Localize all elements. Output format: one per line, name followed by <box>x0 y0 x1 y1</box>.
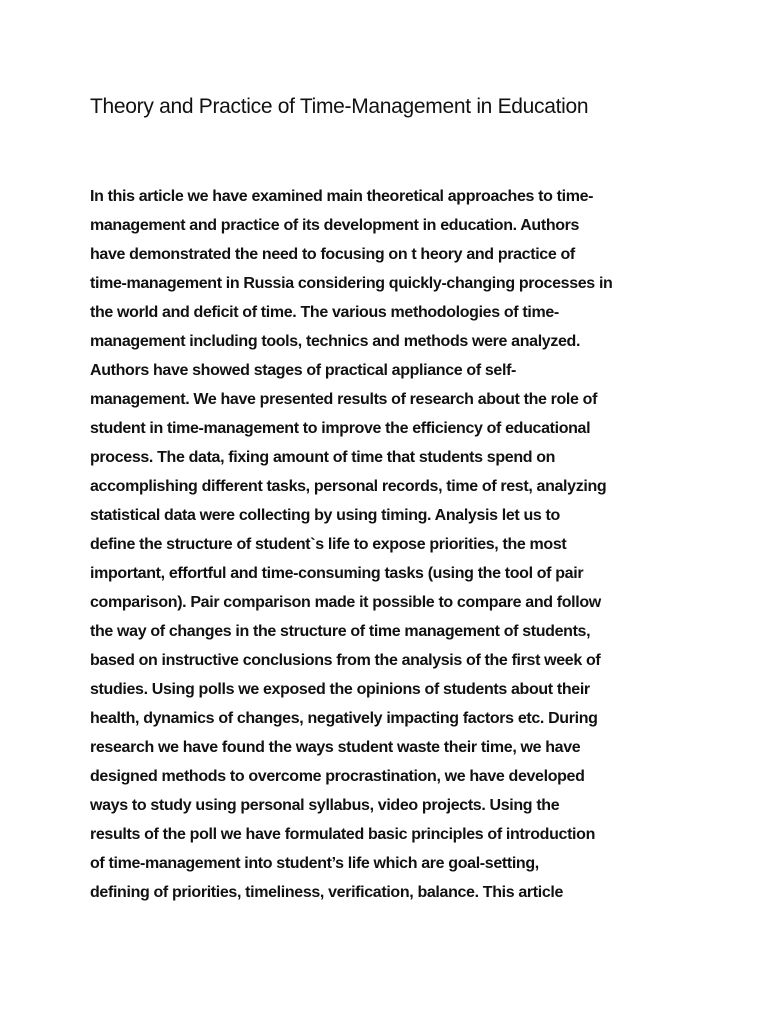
abstract-line: process. The data, fixing amount of time that students spend on <box>90 449 556 466</box>
abstract-line: In this article we have examined main theoretical approaches to time- <box>90 188 594 205</box>
abstract-line: the way of changes in the structure of time management of students, <box>90 623 591 640</box>
abstract-paragraph <box>90 182 690 907</box>
abstract-line: management and practice of its development in education. Authors <box>90 217 580 234</box>
abstract-line: accomplishing different tasks, personal records, time of rest, analyzing <box>90 478 607 495</box>
abstract-line: time-management in Russia considering quickly-changing processes in <box>90 275 613 292</box>
abstract-line: management including tools, technics and methods were analyzed. <box>90 333 581 350</box>
abstract-line: student in time-management to improve the efficiency of educational <box>90 420 591 437</box>
abstract-line: comparison). Pair comparison made it possible to compare and follow <box>90 594 601 611</box>
abstract-line: important, effortful and time-consuming tasks (using the tool of pair <box>90 565 584 582</box>
abstract-line: based on instructive conclusions from the analysis of the first week of <box>90 652 601 669</box>
abstract-line: defining of priorities, timeliness, verification, balance. This article <box>90 884 564 901</box>
abstract-line: management. We have presented results of research about the role of <box>90 391 598 408</box>
abstract-line: designed methods to overcome procrastination, we have developed <box>90 768 585 785</box>
abstract-line: have demonstrated the need to focusing on t heory and practice of <box>90 246 575 263</box>
abstract-line: Authors have showed stages of practical appliance of self- <box>90 362 517 379</box>
abstract-line: of time-management into student’s life which are goal-setting, <box>90 855 539 872</box>
document-title: Theory and Practice of Time-Management in Education <box>90 95 589 118</box>
abstract-line: the world and deficit of time. The various methodologies of time- <box>90 304 559 321</box>
abstract-line: statistical data were collecting by using timing. Analysis let us to <box>90 507 560 524</box>
abstract-line: studies. Using polls we exposed the opinions of students about their <box>90 681 590 698</box>
abstract-line: ways to study using personal syllabus, video projects. Using the <box>90 797 560 814</box>
abstract-line: research we have found the ways student waste their time, we have <box>90 739 581 756</box>
abstract-line: health, dynamics of changes, negatively impacting factors etc. During <box>90 710 598 727</box>
abstract-line: define the structure of student`s life to expose priorities, the most <box>90 536 567 553</box>
abstract-line: results of the poll we have formulated basic principles of introduction <box>90 826 596 843</box>
